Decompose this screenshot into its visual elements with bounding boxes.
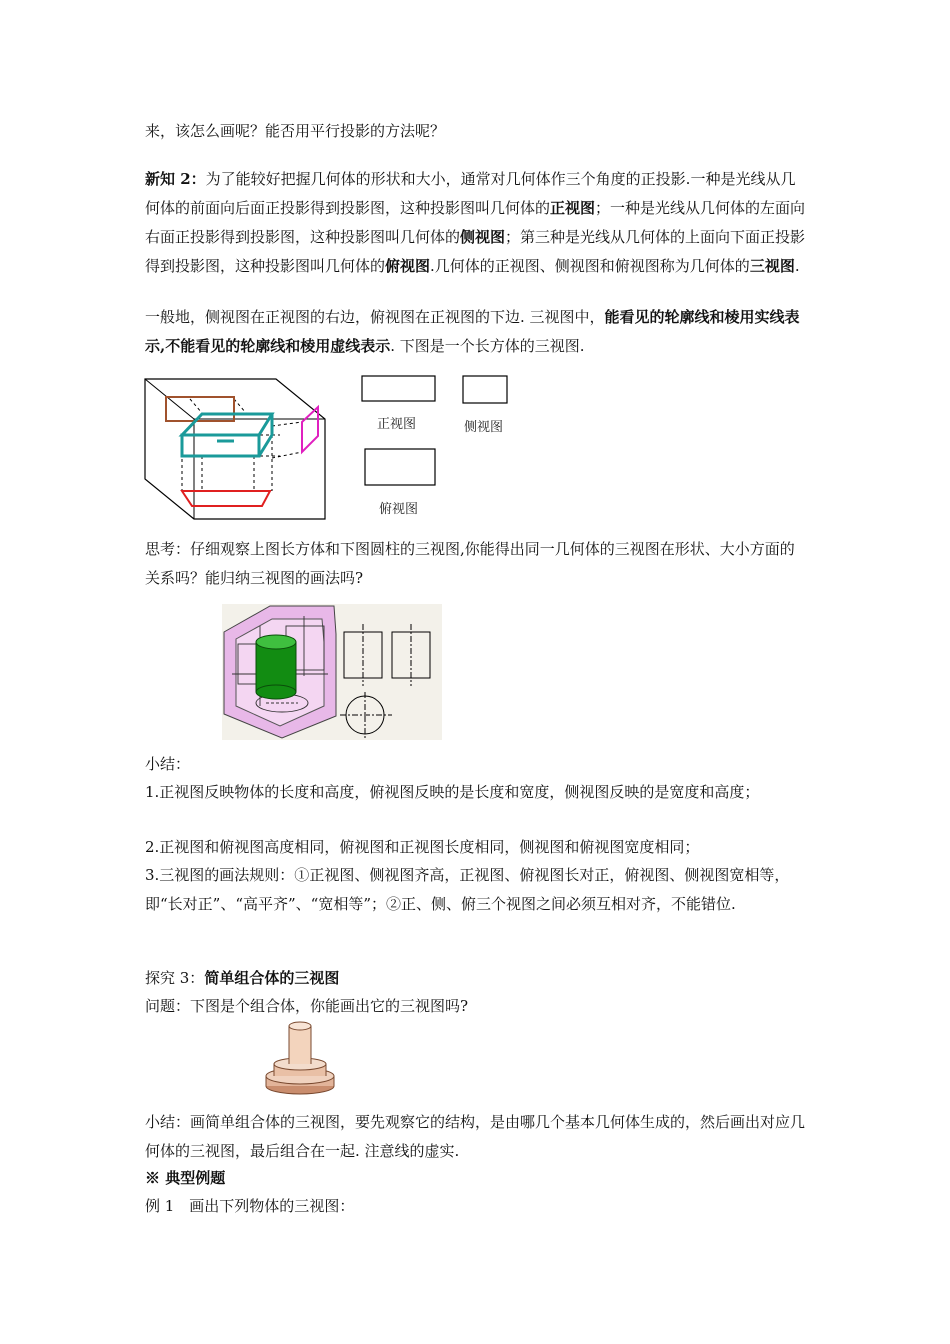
text-segment: ；第三种是光线从几何体的上面向下面正投影得到投影图，这种投影图叫几何体的 bbox=[145, 228, 806, 275]
top-view-rectangle bbox=[364, 448, 437, 487]
explore3-heading bbox=[145, 964, 807, 993]
cylinder-projection-figure bbox=[222, 604, 442, 740]
text-segment: . bbox=[794, 257, 800, 275]
example-1: 例 1 画出下列物体的三视图： bbox=[145, 1197, 355, 1215]
caption-top-view: 俯视图 bbox=[379, 502, 419, 517]
caption-front-view: 正视图 bbox=[377, 417, 417, 432]
combined-body-figure bbox=[262, 1020, 338, 1100]
caption-side-view: 侧视图 bbox=[464, 420, 504, 435]
paragraph-think: 思考：仔细观察上图长方体和下图圆柱的三视图,你能得出同一几何体的三视图在形状、大小方面的关系吗？能归纳三视图的画法吗? bbox=[145, 540, 795, 587]
text-segment: .几何体的正视图、侧视图和俯视图称为几何体的 bbox=[430, 257, 750, 275]
line-style-rule: 能看见的轮廓线和棱用实线表示,不能看见的轮廓线和棱用虚线表示 bbox=[145, 308, 800, 355]
examples-heading: ※ 典型例题 bbox=[145, 1169, 226, 1187]
cuboid-projection-figure bbox=[144, 378, 326, 520]
side-view-rectangle bbox=[462, 375, 509, 405]
term-front-view: 正视图 bbox=[550, 199, 596, 217]
new-knowledge-label: 新知 2： bbox=[145, 170, 206, 188]
summary1-item-2: 2.正视图和俯视图高度相同，俯视图和正视图长度相同，侧视图和俯视图宽度相同； bbox=[145, 838, 700, 856]
text-segment: . 下图是一个长方体的三视图. bbox=[390, 337, 585, 355]
term-three-views: 三视图 bbox=[749, 257, 795, 275]
summary1-title: 小结： bbox=[145, 755, 191, 773]
explore3-label: 探究 3： bbox=[145, 969, 205, 987]
question-text: 问题：下图是个组合体，你能画出它的三视图吗? bbox=[145, 997, 469, 1015]
summary2-text: 小结：画简单组合体的三视图，要先观察它的结构，是由哪几个基本几何体生成的，然后画出对应几何体的三视图，最后组合在一起. 注意线的虚实. bbox=[145, 1113, 806, 1160]
explore3-title: 简单组合体的三视图 bbox=[204, 969, 340, 987]
front-view-rectangle bbox=[361, 375, 437, 403]
paragraph-intro: 来，该怎么画呢？能否用平行投影的方法呢？ bbox=[145, 122, 446, 140]
paragraph-new-knowledge-2 bbox=[145, 165, 807, 281]
paragraph-general-rule bbox=[145, 303, 807, 361]
summary1-item-1: 1.正视图反映物体的长度和高度，俯视图反映的是长度和宽度，侧视图反映的是宽度和高度； bbox=[145, 783, 760, 801]
term-top-view: 俯视图 bbox=[385, 257, 431, 275]
term-side-view: 侧视图 bbox=[460, 228, 506, 246]
summary1-item-3: 3.三视图的画法规则：①正视图、侧视图齐高，正视图、俯视图长对正，俯视图、侧视图宽相等，即“长对正”、“高平齐”、“宽相等”；②正、侧、俯三个视图之间必须互相对齐，不能错位. bbox=[145, 866, 790, 913]
text-segment: 为了能较好把握几何体的形状和大小，通常对几何体作三个角度的正投影.一种是光线从几何体的前面向后面正投影得到投影图，这种投影图叫几何体的 bbox=[145, 170, 796, 217]
text-segment: ；一种是光线从几何体的左面向右面正投影得到投影图，这种投影图叫几何体的 bbox=[145, 199, 806, 246]
text-segment: 一般地，侧视图在正视图的右边，俯视图在正视图的下边. 三视图中， bbox=[145, 308, 605, 326]
